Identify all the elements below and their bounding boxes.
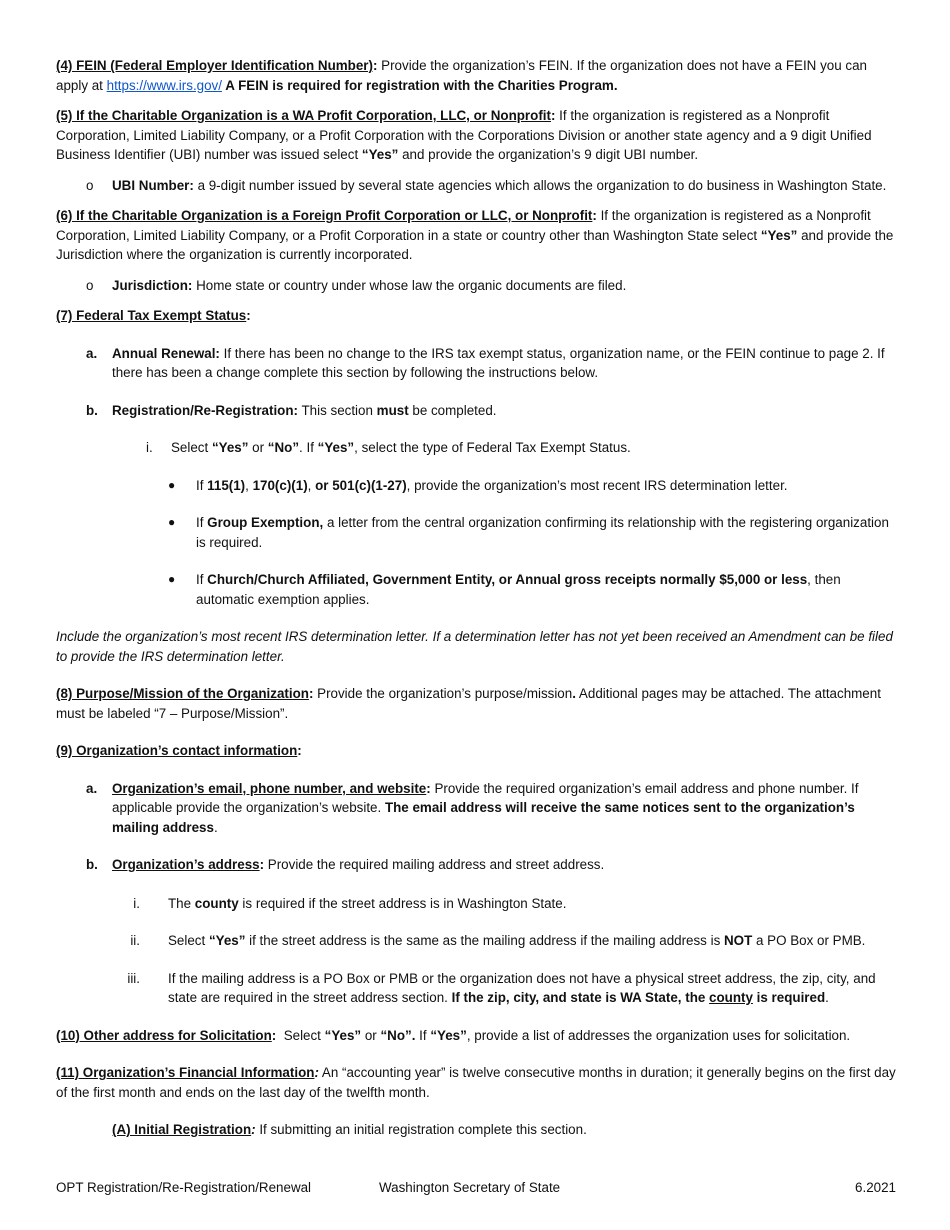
section-5-wa-corporation: (5) If the Charitable Organization is a WA Profit Corporation, LLC, or Nonprofit: If the organization is registered as a Nonprofit Corporation, Limited Liability Company, or a Profit Corporation with the Corporations Division or another state agency and a 9 digit Unified Business Identifier (UBI) number was issued select “Yes” and provide the organization’s 9 digit UBI number. [56, 108, 872, 162]
determination-letter-note: Include the organization’s most recent IRS determination letter. If a determination letter has not yet been received an Amendment can be filed to provide the IRS determination letter. [56, 629, 893, 664]
section-8-heading: (8) Purpose/Mission of the Organization [56, 686, 309, 701]
document-page [56, 56, 896, 1140]
address-rule-2: ii. Select “Yes” if the street address is the same as the mailing address if the mailing address is NOT a PO Box or PMB. [130, 933, 866, 948]
initial-registration-heading: (A) Initial Registration [112, 1122, 252, 1137]
initial-registration-line: (A) Initial Registration: If submitting an initial registration complete this section. [112, 1122, 587, 1137]
section-7-heading-line: (7) Federal Tax Exempt Status: [56, 308, 251, 323]
section-4-heading: (4) FEIN (Federal Employer Identification Number) [56, 58, 373, 73]
exempt-type-bullet-2: ● If Group Exemption, a letter from the central organization confirming its relationship with the registering organization is required. [168, 515, 889, 550]
section-8-purpose: (8) Purpose/Mission of the Organization: Provide the organization’s purpose/mission. Additional pages may be attached. The attachment must be labeled “7 – Purpose/Mission”. [56, 686, 881, 721]
section-10-heading: (10) Other address for Solicitation [56, 1027, 272, 1043]
footer-agency: Washington Secretary of State [379, 1180, 561, 1195]
registration-item: b. Registration/Re-Registration: This section must be completed. [86, 402, 497, 418]
hollow-bullet-icon: o [86, 277, 94, 293]
footer-version: 6.2021 [855, 1180, 896, 1195]
section-11-heading: (11) Organization’s Financial Information [56, 1065, 315, 1080]
page-footer [56, 1178, 896, 1198]
contact-address-item: b. Organization’s address: Provide the required mailing address and street address. [86, 857, 605, 872]
exempt-type-bullet-3: ● If Church/Church Affiliated, Government Entity, or Annual gross receipts normally $5,000 or less, then automatic exemption applies. [168, 572, 841, 607]
section-9-heading-line: (9) Organization’s contact information: [56, 743, 302, 758]
ubi-number-item: o UBI Number: a 9-digit number issued by several state agencies which allows the organization to do business in Washington State. [56, 176, 896, 196]
section-6-heading: (6) If the Charitable Organization is a Foreign Profit Corporation or LLC, or Nonprofit [56, 208, 593, 223]
hollow-bullet-icon: o [86, 177, 94, 193]
tax-exempt-select-item: i. Select “Yes” or “No”. If “Yes”, select the type of Federal Tax Exempt Status. [146, 440, 631, 455]
jurisdiction-item: o Jurisdiction: Home state or country under whose law the organic documents are filed. [56, 276, 896, 296]
bullet-dot-icon: ● [168, 477, 176, 492]
section-4-fein: (4) FEIN (Federal Employer Identification Number): Provide the organization’s FEIN. If the organization does not have a FEIN you can apply at https://www.irs.gov/ A FEIN is required for registration with the Charities Program. [56, 58, 867, 93]
annual-renewal-item: a. Annual Renewal: If there has been no change to the IRS tax exempt status, organization name, or the FEIN continue to page 2. If there has been a change complete this section by following the instructions below. [86, 345, 885, 380]
exempt-type-bullet-1: ● If 115(1), 170(c)(1), or 501(c)(1-27), provide the organization’s most recent IRS determination letter. [56, 476, 896, 496]
bullet-dot-icon: ● [168, 515, 176, 529]
address-rule-3: iii. If the mailing address is a PO Box or PMB or the organization does not have a physical street address, the zip, city, and state are required in the street address section. If the zip, city, and state is WA State, the county is required. [127, 970, 876, 1005]
irs-link[interactable]: https://www.irs.gov/ [106, 77, 222, 93]
section-11-financial: (11) Organization’s Financial Information: An “accounting year” is twelve consecutive months in duration; it generally begins on the first day of the first month and ends on the last day of the twelfth month. [56, 1065, 896, 1100]
contact-email-phone-item: a. Organization’s email, phone number, and website: Provide the required organization’s email address and phone number. If applicable provide the organization’s website. The email address will receive the same notices sent to the organization’s mailing address. [86, 780, 859, 835]
footer-form-name: OPT Registration/Re-Registration/Renewal [56, 1180, 312, 1195]
section-6-foreign-corporation: (6) If the Charitable Organization is a Foreign Profit Corporation or LLC, or Nonprofit: If the organization is registered as a Nonprofit Corporation, Limited Liability Company, or a Profit Corporation in a state or country other than Washington State select “Yes” and provide the Jurisdiction where the organization is currently incorporated. [56, 208, 894, 262]
address-rule-1: i. The county is required if the street address is in Washington State. [133, 895, 567, 911]
bullet-dot-icon: ● [168, 572, 176, 586]
section-5-heading: (5) If the Charitable Organization is a WA Profit Corporation, LLC, or Nonprofit [56, 108, 551, 123]
section-7-heading: (7) Federal Tax Exempt Status [56, 308, 247, 323]
section-9-heading: (9) Organization’s contact information [56, 743, 298, 758]
section-10-solicitation: (10) Other address for Solicitation: Select “Yes” or “No”. If “Yes”, provide a list of addresses the organization uses for solicitation. [56, 1027, 851, 1043]
